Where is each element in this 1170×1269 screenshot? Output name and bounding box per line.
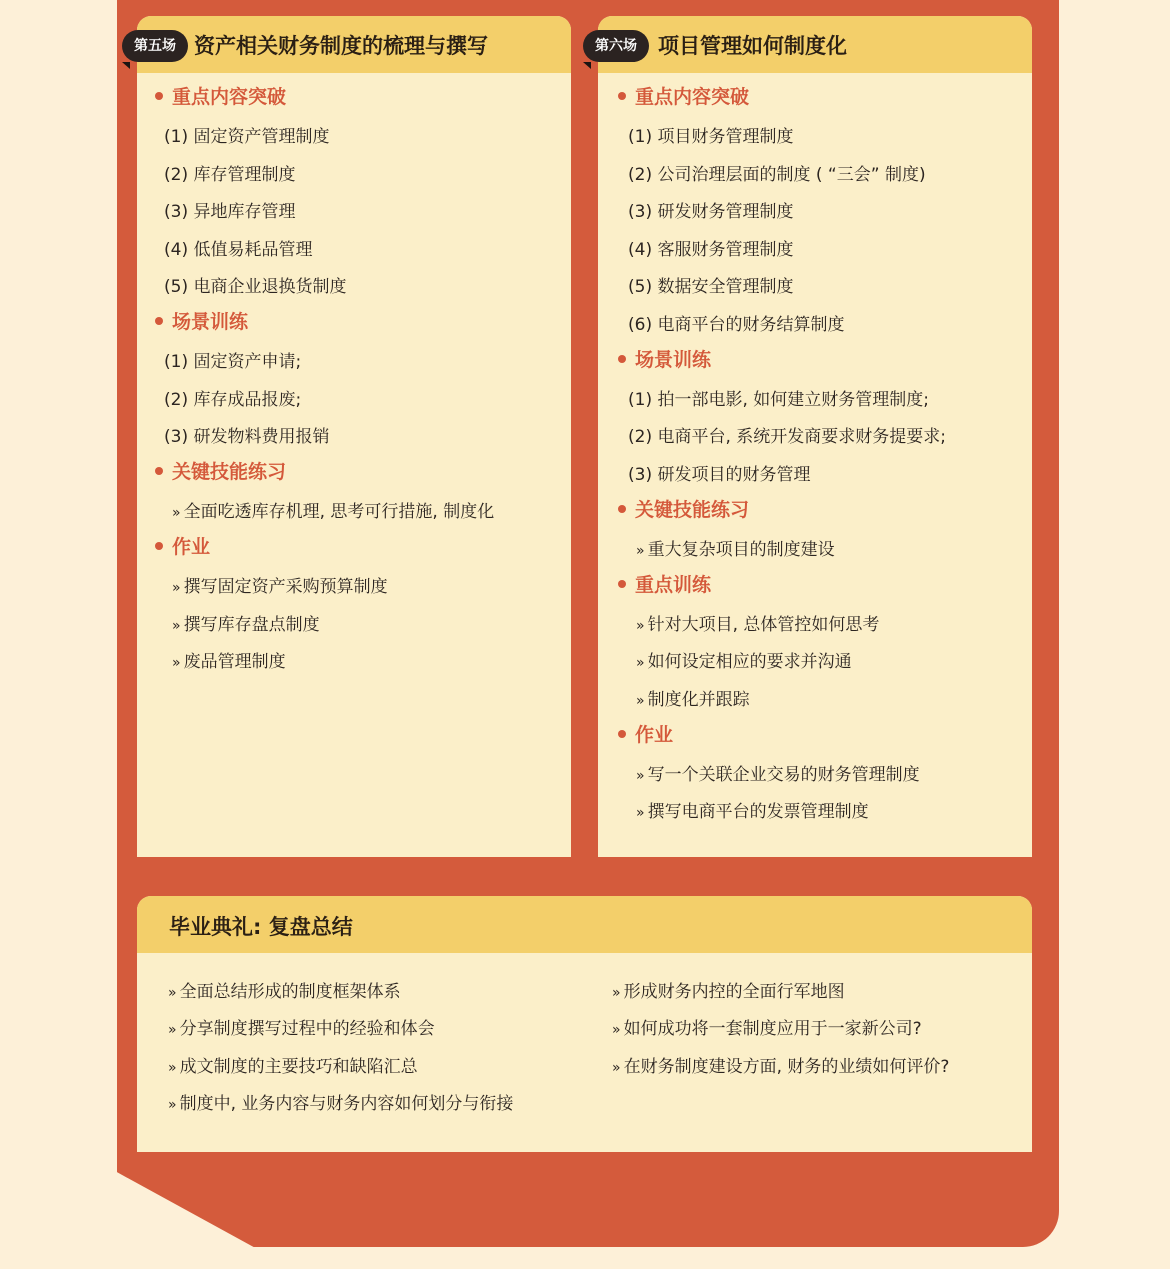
session5-bullet-item: » 撰写固定资产采购预算制度 bbox=[172, 577, 388, 597]
bullet-dot-icon bbox=[155, 317, 163, 325]
chevron-icon: » bbox=[636, 655, 645, 671]
session5-title: 资产相关财务制度的梳理与撰写 bbox=[194, 34, 488, 58]
session6-list-item: (3) 研发财务管理制度 bbox=[628, 202, 794, 222]
graduation-bullet-item: » 在财务制度建设方面, 财务的业绩如何评价? bbox=[612, 1057, 950, 1077]
chevron-icon: » bbox=[612, 985, 621, 1001]
graduation-bullet-item: » 制度中, 业务内容与财务内容如何划分与衔接 bbox=[168, 1094, 514, 1114]
session6-list-item: (1) 拍一部电影, 如何建立财务管理制度; bbox=[628, 390, 930, 410]
graduation-bullet-item: » 分享制度撰写过程中的经验和体会 bbox=[168, 1019, 435, 1039]
graduation-bullet-item: » 成文制度的主要技巧和缺陷汇总 bbox=[168, 1057, 418, 1077]
session6-list-item: (1) 项目财务管理制度 bbox=[628, 127, 794, 147]
graduation-card bbox=[137, 896, 1032, 1152]
session6-card bbox=[595, 16, 1032, 857]
session5-list-item: (5) 电商企业退换货制度 bbox=[164, 277, 347, 297]
chevron-icon: » bbox=[172, 618, 181, 634]
session5-list-item: (4) 低值易耗品管理 bbox=[164, 240, 313, 260]
chevron-icon: » bbox=[636, 768, 645, 784]
session6-section-heading: 场景训练 bbox=[618, 345, 711, 372]
session6-title: 项目管理如何制度化 bbox=[658, 34, 847, 58]
session5-list-item: (1) 固定资产申请; bbox=[164, 352, 302, 372]
bullet-dot-icon bbox=[155, 467, 163, 475]
session6-section-heading: 关键技能练习 bbox=[618, 495, 749, 522]
session6-bullet-item: » 重大复杂项目的制度建设 bbox=[636, 540, 835, 560]
session6-bullet-item: » 制度化并跟踪 bbox=[636, 690, 750, 710]
session5-section-heading: 场景训练 bbox=[155, 307, 248, 334]
graduation-bullet-item: » 如何成功将一套制度应用于一家新公司? bbox=[612, 1019, 922, 1039]
session5-bullet-item: » 撰写库存盘点制度 bbox=[172, 615, 320, 635]
session5-bullet-item: » 全面吃透库存机理, 思考可行措施, 制度化 bbox=[172, 502, 495, 522]
session5-list-item: (3) 研发物料费用报销 bbox=[164, 427, 330, 447]
session6-section-heading: 重点训练 bbox=[618, 570, 711, 597]
session5-list-item: (2) 库存成品报废; bbox=[164, 390, 302, 410]
chevron-icon: » bbox=[636, 618, 645, 634]
chevron-icon: » bbox=[168, 1060, 177, 1076]
session6-list-item: (2) 公司治理层面的制度 ( “三会” 制度) bbox=[628, 165, 926, 185]
session5-list-item: (2) 库存管理制度 bbox=[164, 165, 296, 185]
session5-bullet-item: » 废品管理制度 bbox=[172, 652, 286, 672]
chevron-icon: » bbox=[168, 1097, 177, 1113]
graduation-bullet-item: » 形成财务内控的全面行军地图 bbox=[612, 982, 845, 1002]
graduation-bullet-item: » 全面总结形成的制度框架体系 bbox=[168, 982, 401, 1002]
chevron-icon: » bbox=[636, 805, 645, 821]
chevron-icon: » bbox=[172, 655, 181, 671]
chevron-icon: » bbox=[168, 1022, 177, 1038]
session5-section-heading: 作业 bbox=[155, 532, 210, 559]
chevron-icon: » bbox=[612, 1060, 621, 1076]
bullet-dot-icon bbox=[618, 92, 626, 100]
session6-tag: 第六场 bbox=[583, 30, 649, 62]
session6-list-item: (6) 电商平台的财务结算制度 bbox=[628, 315, 845, 335]
session5-card bbox=[134, 16, 571, 857]
session5-list-item: (1) 固定资产管理制度 bbox=[164, 127, 330, 147]
session6-list-item: (5) 数据安全管理制度 bbox=[628, 277, 794, 297]
bullet-dot-icon bbox=[155, 542, 163, 550]
bullet-dot-icon bbox=[155, 92, 163, 100]
session6-bullet-item: » 针对大项目, 总体管控如何思考 bbox=[636, 615, 880, 635]
bullet-dot-icon bbox=[618, 355, 626, 363]
bullet-dot-icon bbox=[618, 580, 626, 588]
chevron-icon: » bbox=[636, 543, 645, 559]
chevron-icon: » bbox=[168, 985, 177, 1001]
session6-section-heading: 作业 bbox=[618, 720, 673, 747]
session6-bullet-item: » 撰写电商平台的发票管理制度 bbox=[636, 802, 869, 822]
session6-bullet-item: » 写一个关联企业交易的财务管理制度 bbox=[636, 765, 920, 785]
session6-list-item: (2) 电商平台, 系统开发商要求财务提要求; bbox=[628, 427, 947, 447]
session5-section-heading: 重点内容突破 bbox=[155, 82, 286, 109]
session5-tag: 第五场 bbox=[122, 30, 188, 62]
chevron-icon: » bbox=[172, 505, 181, 521]
session6-list-item: (3) 研发项目的财务管理 bbox=[628, 465, 811, 485]
session5-section-heading: 关键技能练习 bbox=[155, 457, 286, 484]
session5-list-item: (3) 异地库存管理 bbox=[164, 202, 296, 222]
chevron-icon: » bbox=[612, 1022, 621, 1038]
graduation-title: 毕业典礼: 复盘总结 bbox=[169, 915, 353, 939]
chevron-icon: » bbox=[172, 580, 181, 596]
session6-section-heading: 重点内容突破 bbox=[618, 82, 749, 109]
bullet-dot-icon bbox=[618, 730, 626, 738]
chevron-icon: » bbox=[636, 693, 645, 709]
bullet-dot-icon bbox=[618, 505, 626, 513]
session6-bullet-item: » 如何设定相应的要求并沟通 bbox=[636, 652, 852, 672]
session6-list-item: (4) 客服财务管理制度 bbox=[628, 240, 794, 260]
